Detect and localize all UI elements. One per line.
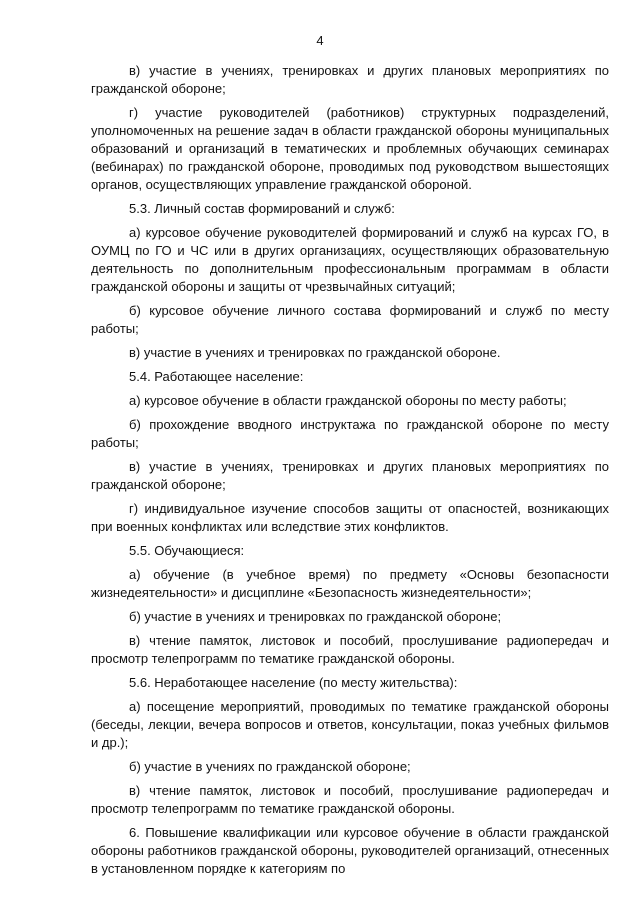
paragraph-5-4-g: г) индивидуальное изучение способов защиты от опасностей, возникающих при военных конфликтах или вследствие этих конфликтов. [91, 501, 609, 534]
paragraph-5-4-b: б) прохождение вводного инструктажа по гражданской обороне по месту работы; [91, 417, 609, 450]
section-heading-5-5: 5.5. Обучающиеся: [129, 543, 245, 558]
paragraph-5-3-b: б) курсовое обучение личного состава формирований и служб по месту работы; [91, 303, 609, 336]
paragraph-5-2-g: г) участие руководителей (работников) структурных подразделений, уполномоченных на решение задач в области гражданской обороны муниципальных образований и организаций в тематических и проблемных обучающих семинарах (вебинарах) по гражданской обороне, проводимых под руководством вышестоящих органов, осуществляющих управление гражданской обороной. [91, 105, 609, 192]
paragraph-5-5-a: а) обучение (в учебное время) по предмету «Основы безопасности жизнедеятельности» и дисциплине «Безопасность жизнедеятельности»; [91, 567, 609, 600]
paragraph-5-6-b: б) участие в учениях по гражданской обороне; [129, 759, 411, 774]
paragraph-5-4-v: в) участие в учениях, тренировках и других плановых мероприятиях по гражданской обороне; [91, 459, 609, 492]
paragraph-5-6-a: а) посещение мероприятий, проводимых по тематике гражданской обороны (беседы, лекции, вечера вопросов и ответов, консультации, показ учебных фильмов и др.); [91, 699, 609, 750]
page-number: 4 [316, 33, 324, 48]
paragraph-5-5-v: в) чтение памяток, листовок и пособий, прослушивание радиопередач и просмотр телепрограмм по тематике гражданской обороны. [91, 633, 609, 666]
paragraph-5-3-a: а) курсовое обучение руководителей формирований и служб на курсах ГО, в ОУМЦ по ГО и ЧС или в других организациях, осуществляющих образовательную деятельность по дополнительным профессиональным программам в области гражданской обороны и защиты от чрезвычайных ситуаций; [91, 225, 609, 294]
document-body [91, 62, 609, 884]
section-heading-6: 6. Повышение квалификации или курсовое обучение в области гражданской обороны работников гражданской обороны, руководителей организаций, отнесенных в установленном порядке к категориям по [91, 825, 609, 876]
paragraph-5-6-v: в) чтение памяток, листовок и пособий, прослушивание радиопередач и просмотр телепрограмм по тематике гражданской обороны. [91, 783, 609, 816]
section-heading-5-4: 5.4. Работающее население: [129, 369, 304, 384]
paragraph-5-5-b: б) участие в учениях и тренировках по гражданской обороне; [129, 609, 502, 624]
section-heading-5-6: 5.6. Неработающее население (по месту жительства): [129, 675, 458, 690]
paragraph-5-4-a: а) курсовое обучение в области гражданской обороны по месту работы; [129, 393, 567, 408]
section-heading-5-3: 5.3. Личный состав формирований и служб: [129, 201, 395, 216]
paragraph-5-3-v: в) участие в учениях и тренировках по гражданской обороне. [129, 345, 501, 360]
paragraph-5-2-v: в) участие в учениях, тренировках и других плановых мероприятиях по гражданской обороне; [91, 63, 609, 96]
